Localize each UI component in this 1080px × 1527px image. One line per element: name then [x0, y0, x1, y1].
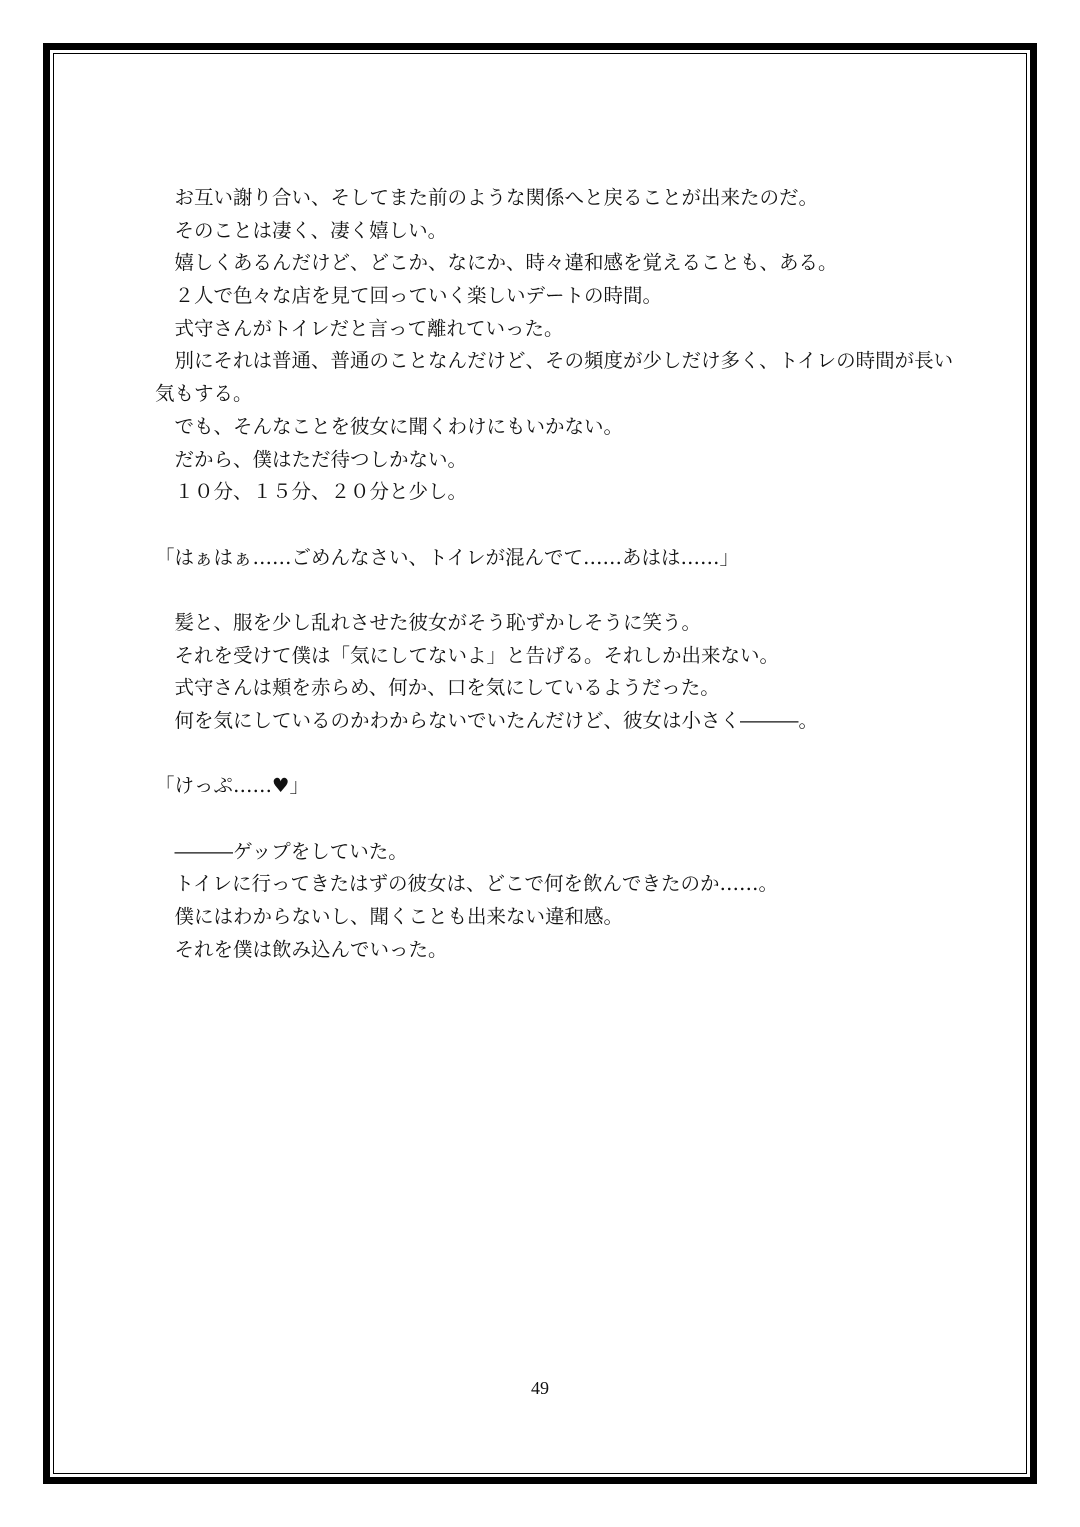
- text-line: ２人で色々な店を見て回っていく楽しいデートの時間。: [155, 284, 663, 308]
- blank-line: [155, 509, 945, 542]
- blank-line: [155, 574, 945, 607]
- text-line: 嬉しくあるんだけど、どこか、なにか、時々違和感を覚えることも、ある。: [155, 251, 838, 275]
- text-line: 「はぁはぁ……ごめんなさい、トイレが混んでて……あはは……」: [155, 545, 740, 569]
- text-line: 式守さんは頬を赤らめ、何か、口を気にしているようだった。: [155, 676, 720, 700]
- text-line: トイレに行ってきたはずの彼女は、どこで何を飲んできたのか……。: [155, 872, 779, 896]
- text-line: 何を気にしているのかわからないでいたんだけど、彼女は小さく―――。: [155, 709, 819, 732]
- text-line: 髪と、服を少し乱れさせた彼女がそう恥ずかしそうに笑う。: [155, 610, 702, 634]
- text-line: それを僕は飲み込んでいった。: [155, 937, 448, 961]
- text-line: 「けっぷ……♥」: [155, 774, 309, 798]
- text-line: それを受けて僕は「気にしてないよ」と告げる。それしか出来ない。: [155, 643, 780, 667]
- text-line: 気もする。: [155, 382, 253, 406]
- body-text: [155, 182, 954, 967]
- text-line: ―――ゲップをしていた。: [155, 839, 408, 863]
- text-line: お互い謝り合い、そしてまた前のような関係へと戻ることが出来たのだ。: [155, 186, 819, 209]
- text-line: でも、そんなことを彼女に聞くわけにもいかない。: [155, 414, 624, 438]
- text-line: そのことは凄く、凄く嬉しい。: [155, 218, 448, 242]
- blank-line: [155, 803, 945, 836]
- text-line: だから、僕はただ待つしかない。: [155, 447, 468, 471]
- text-line: 別にそれは普通、普通のことなんだけど、その頻度が少しだけ多く、トイレの時間が長い: [155, 349, 954, 373]
- page-number: 49: [531, 1378, 549, 1398]
- text-line: 式守さんがトイレだと言って離れていった。: [155, 316, 564, 340]
- blank-line: [155, 738, 945, 771]
- text-line: １０分、１５分、２０分と少し。: [155, 480, 468, 504]
- text-line: 僕にはわからないし、聞くことも出来ない違和感。: [155, 905, 624, 929]
